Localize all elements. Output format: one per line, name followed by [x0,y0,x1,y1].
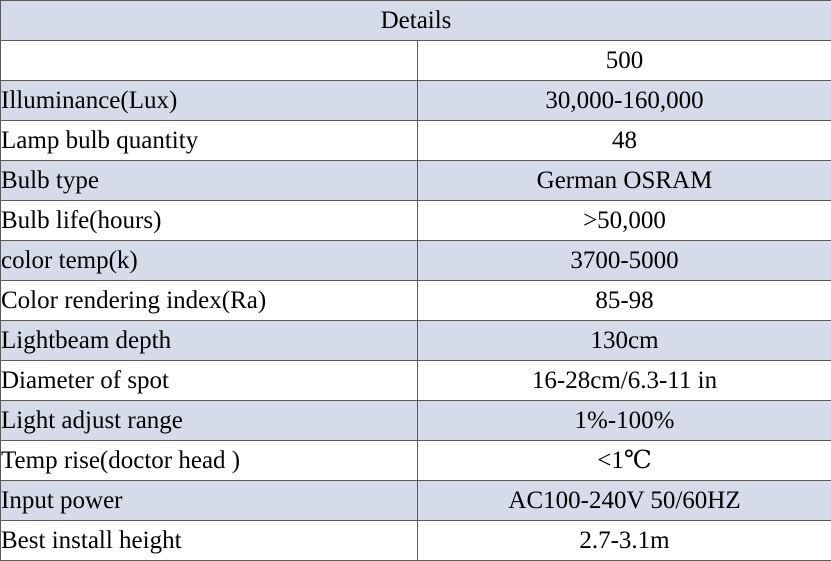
spec-value: German OSRAM [418,161,831,201]
table-row [1,321,831,361]
spec-label: Input power [1,481,418,521]
spec-value: 130cm [418,321,831,361]
table-title: Details [1,1,831,41]
spec-label: Best install height [1,521,418,561]
spec-value: >50,000 [418,201,831,241]
table-row [1,441,831,481]
table-row [1,201,831,241]
spec-value: 30,000-160,000 [418,81,831,121]
spec-label: Light adjust range [1,401,418,441]
spec-value: 1%-100% [418,401,831,441]
spec-label: Lightbeam depth [1,321,418,361]
table-row [1,521,831,561]
spec-value: <1℃ [418,441,831,481]
table-row [1,281,831,321]
table-row [1,401,831,441]
spec-value: 85-98 [418,281,831,321]
spec-label: Bulb life(hours) [1,201,418,241]
spec-label: Illuminance(Lux) [1,81,418,121]
table-row [1,81,831,121]
table-row [1,121,831,161]
spec-label: Lamp bulb quantity [1,121,418,161]
table-row [1,241,831,281]
spec-label: Color rendering index(Ra) [1,281,418,321]
model-value: 500 [418,41,831,81]
spec-value: AC100-240V 50/60HZ [418,481,831,521]
spec-value: 3700-5000 [418,241,831,281]
table-row [1,361,831,401]
model-row [1,41,831,81]
spec-label: color temp(k) [1,241,418,281]
table-row [1,481,831,521]
spec-value: 48 [418,121,831,161]
spec-value: 16-28cm/6.3-11 in [418,361,831,401]
spec-label: Temp rise(doctor head ) [1,441,418,481]
model-label-cell [1,41,418,81]
table-header-row [1,1,831,41]
spec-value: 2.7-3.1m [418,521,831,561]
spec-label: Bulb type [1,161,418,201]
table-row [1,161,831,201]
spec-label: Diameter of spot [1,361,418,401]
